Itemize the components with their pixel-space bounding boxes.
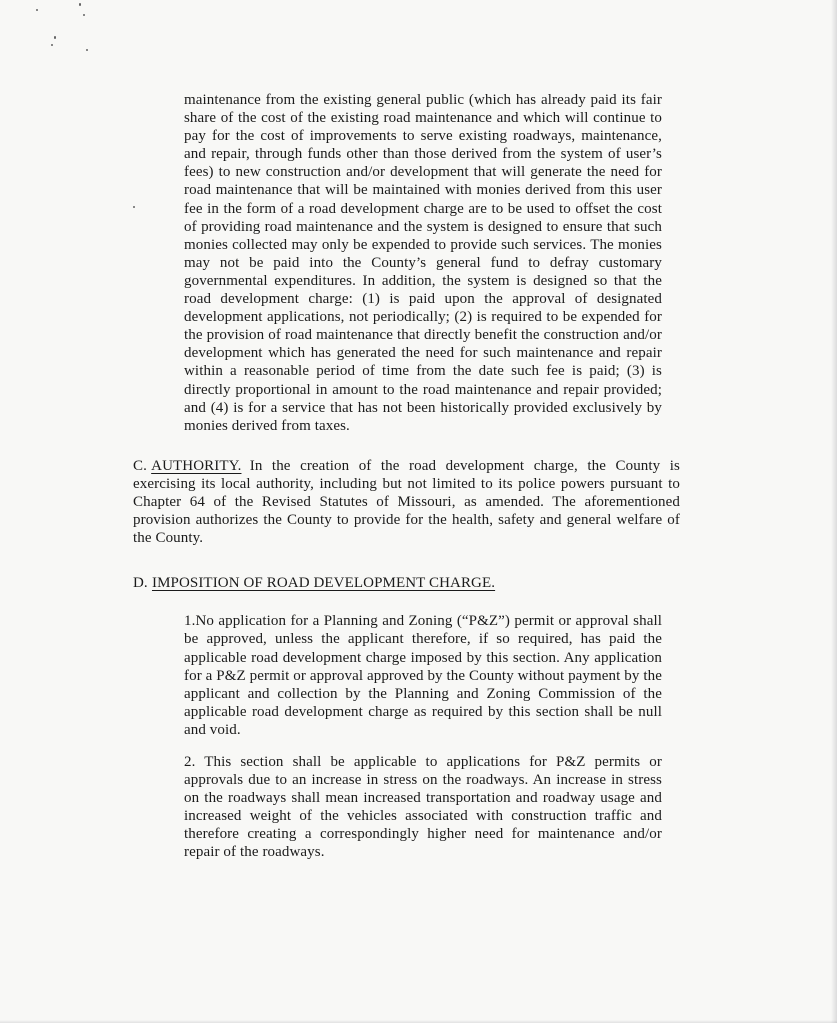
- scan-speck: [36, 9, 38, 11]
- section-d-item-2: 2. This section shall be applicable to applications for P&Z permits or approvals due to an increase in stress on the roadways. An increase in stress on the roadways shall mean increased transportation and roadway usage and increased weight of the vehicles associated with construction traffic and therefore creating a correspondingly higher need for maintenance and/or repair of the roadways.: [184, 754, 662, 861]
- scan-speck: [133, 206, 135, 208]
- section-d-label: D.: [133, 575, 148, 592]
- scan-speck: [51, 44, 53, 46]
- scan-speck: [54, 36, 56, 39]
- section-c-paragraph: [133, 457, 680, 547]
- intro-paragraph: maintenance from the existing general public (which has already paid its fair share of the cost of the existing road maintenance and which will continue to pay for the cost of improvements to serve existing roadways, maintenance, and repair, through funds other than those derived from the system of user’s fees) to new construction and/or development that will generate the need for road maintenance that will be maintained with monies derived from this user fee in the form of a road development charge are to be used to offset the cost of providing road maintenance and the system is designed to ensure that such monies collected may only be expended to provide such services. The monies may not be paid into the County’s general fund to defray customary governmental expenditures. In addition, the system is designed so that the road development charge: (1) is paid upon the approval of designated development applications, not periodically; (2) is required to be expended for the provision of road maintenance that directly benefit the construction and/or development which has generated the need for such maintenance and repair within a reasonable period of time from the date such fee is paid; (3) is directly proportional in amount to the road maintenance and repair provided; and (4) is for a service that has not been historically provided exclusively by monies derived from taxes.: [184, 92, 662, 434]
- section-d-item-1: 1.No application for a Planning and Zoning (“P&Z”) permit or approval shall be approved, unless the applicant therefore, if so required, has paid the applicable road development charge imposed by this section. Any application for a P&Z permit or approval approved by the County without payment by the applicant and collection by the Planning and Zoning Commission of the applicable road development charge as required by this section shall be null and void.: [184, 613, 662, 738]
- section-d-heading-line: [133, 574, 680, 592]
- section-c-label: C.: [133, 457, 147, 474]
- scan-speck: [83, 14, 85, 16]
- section-c-body: In the creation of the road development charge, the County is exercising its local authority, including but not limited to its police powers pursuant to Chapter 64 of the Revised Statutes of Missouri, as amended. The aforementioned provision authorizes the County to provide for the health, safety and general welfare of the County.: [133, 457, 680, 547]
- scan-speck: [79, 3, 81, 6]
- section-c-heading: AUTHORITY.: [151, 457, 242, 474]
- scan-speck: [86, 49, 88, 51]
- section-d-heading: IMPOSITION OF ROAD DEVELOPMENT CHARGE.: [151, 575, 496, 592]
